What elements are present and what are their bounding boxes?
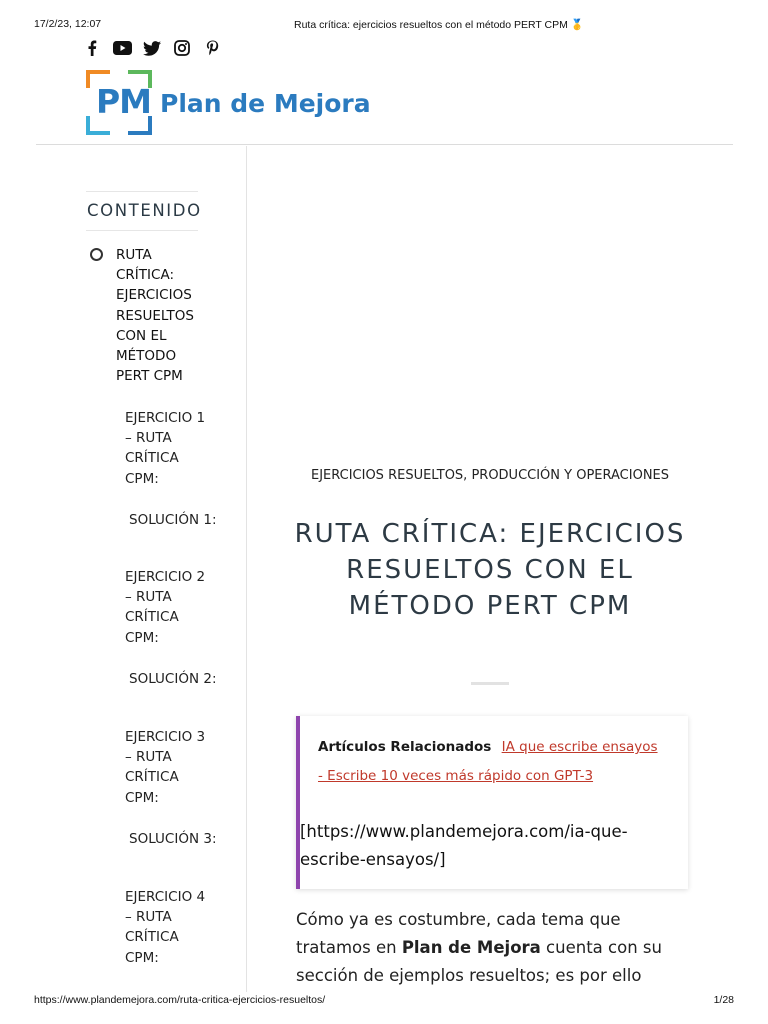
related-article-url: [https://www.plandemejora.com/ia-que-escribe-ensayos/] bbox=[300, 822, 628, 869]
toc-item-solucion-2[interactable]: SOLUCIÓN 2: bbox=[129, 671, 217, 687]
toc-item-ejercicio-4[interactable]: EJERCICIO 4 – RUTA CRÍTICA CPM: bbox=[125, 889, 206, 966]
logo-name: Plan de Mejora bbox=[160, 89, 371, 118]
print-footer-url: https://www.plandemejora.com/ruta-critica-ejercicios-resueltos/ bbox=[34, 994, 326, 1006]
intro-brand: Plan de Mejora bbox=[401, 938, 541, 957]
toc-item-ejercicio-2[interactable]: EJERCICIO 2 – RUTA CRÍTICA CPM: bbox=[125, 569, 206, 646]
facebook-icon[interactable] bbox=[82, 38, 102, 58]
intro-text-end: cuenta con su sección de ejemplos resueltos; es por ello bbox=[296, 938, 662, 985]
article-category[interactable]: EJERCICIOS RESUELTOS, PRODUCCIÓN Y OPERACIONES bbox=[310, 468, 670, 483]
toc-item-ejercicio-3[interactable]: EJERCICIO 3 – RUTA CRÍTICA CPM: bbox=[125, 729, 206, 806]
instagram-icon[interactable] bbox=[172, 38, 192, 58]
toc-top-divider bbox=[86, 191, 198, 192]
related-label: Artículos Relacionados bbox=[318, 739, 492, 755]
print-header bbox=[34, 18, 734, 32]
pinterest-icon[interactable] bbox=[202, 38, 222, 58]
related-article-link[interactable]: IA que escribe ensayos - Escribe 10 veces más rápido con GPT-3 bbox=[318, 739, 658, 784]
toc-item-solucion-1[interactable]: SOLUCIÓN 1: bbox=[129, 512, 217, 528]
toc-current-dot-icon bbox=[90, 248, 103, 261]
toc-item-ejercicio-1[interactable]: EJERCICIO 1 – RUTA CRÍTICA CPM: bbox=[125, 410, 206, 487]
youtube-icon[interactable] bbox=[112, 38, 132, 58]
toc-bottom-divider bbox=[86, 230, 198, 231]
print-date: 17/2/23, 12:07 bbox=[34, 18, 102, 30]
title-divider bbox=[471, 682, 509, 685]
header-divider bbox=[36, 144, 733, 145]
toc-item-solucion-3[interactable]: SOLUCIÓN 3: bbox=[129, 831, 217, 847]
print-title: Ruta crítica: ejercicios resueltos con el método PERT CPM 🥇 bbox=[294, 19, 584, 31]
sidebar-border bbox=[246, 146, 247, 992]
toc-item-main[interactable]: RUTA CRÍTICA: EJERCICIOS RESUELTOS CON EL MÉTODO PERT CPM bbox=[116, 247, 194, 385]
social-links bbox=[82, 38, 222, 58]
intro-text-start: Cómo ya es costumbre, cada tema que tratamos en bbox=[296, 910, 621, 957]
toc-heading: CONTENIDO bbox=[87, 201, 202, 220]
site-logo[interactable] bbox=[86, 70, 378, 136]
related-articles-line bbox=[318, 733, 658, 790]
twitter-icon[interactable] bbox=[142, 38, 162, 58]
article-title: RUTA CRÍTICA: EJERCICIOS RESUELTOS CON EL MÉTODO PERT CPM bbox=[294, 519, 686, 621]
logo-mark: PM bbox=[96, 82, 152, 121]
print-footer-page: 1/28 bbox=[713, 994, 734, 1006]
article-intro bbox=[296, 906, 696, 990]
